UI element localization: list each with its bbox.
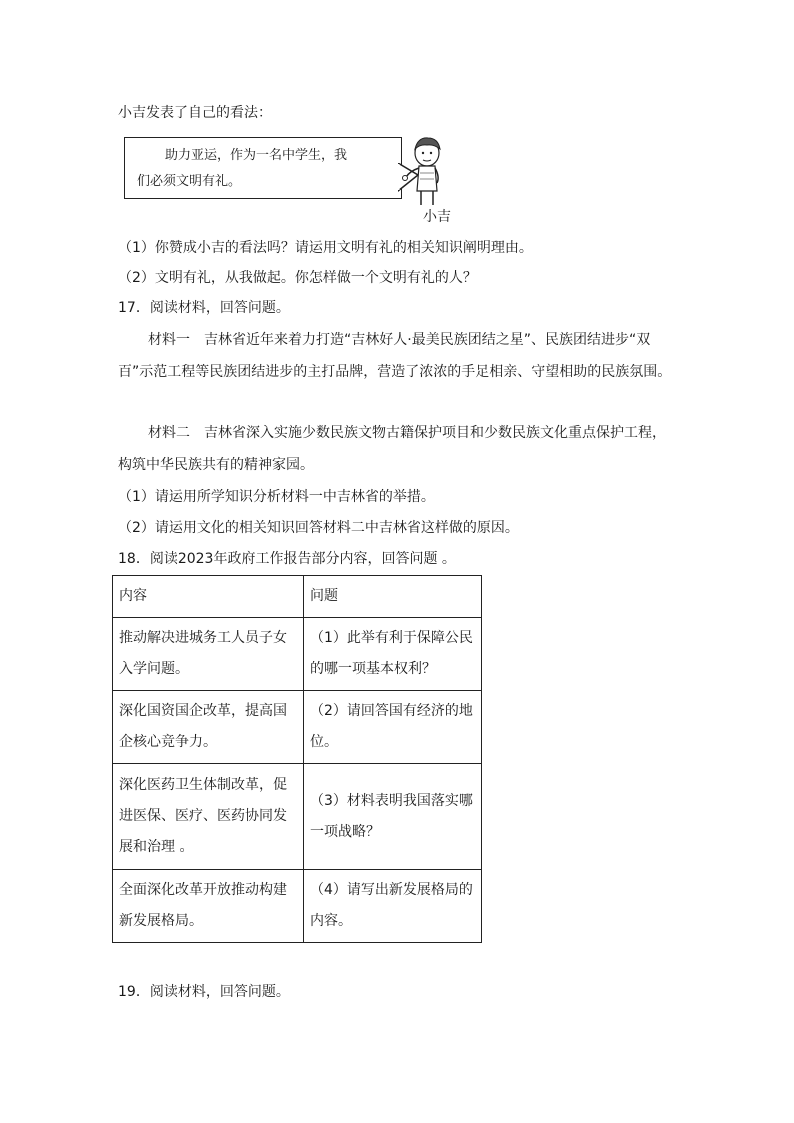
q17-material2-line1: 材料二 吉林省深入实施少数民族文物古籍保护项目和少数民族文化重点保护工程， xyxy=(148,425,666,441)
speech-bubble xyxy=(124,137,402,199)
intro-text: 小吉发表了自己的看法： xyxy=(118,105,272,121)
q17-material1-line2: 百”示范工程等民族团结进步的主打品牌，营造了浓浓的手足相亲、守望相助的民族氛围。 xyxy=(118,364,672,380)
row3-question xyxy=(304,764,482,870)
table-row xyxy=(113,691,482,764)
bubble-line-1: 助力亚运，作为一名中学生，我 xyxy=(165,148,348,163)
cell-line: 的哪一项基本权利？ xyxy=(310,661,436,677)
figure-label: 小吉 xyxy=(423,209,451,225)
q16-sub1: （1）你赞成小吉的看法吗？请运用文明有礼的相关知识阐明理由。 xyxy=(118,240,533,256)
cell-line: 内容。 xyxy=(310,913,352,929)
q17-heading: 17．阅读材料，回答问题。 xyxy=(118,300,290,316)
cell-line: 进医保、医疗、医药协同发 xyxy=(119,808,287,824)
row4-content xyxy=(113,870,304,943)
cell-line: 深化国资国企改革，提高国 xyxy=(119,703,287,719)
cell-line: （2）请回答国有经济的地 xyxy=(310,703,473,719)
cell-line: 位。 xyxy=(310,734,338,750)
cell-line: 推动解决进城务工人员子女 xyxy=(119,630,287,646)
cell-line: （4）请写出新发展格局的 xyxy=(310,882,473,898)
q17-material2-line2: 构筑中华民族共有的精神家园。 xyxy=(118,457,314,473)
policy-table xyxy=(112,575,482,943)
cell-line: 展和治理 。 xyxy=(119,839,194,855)
table-row xyxy=(113,618,482,691)
q17-sub2: （2）请运用文化的相关知识回答材料二中吉林省这样做的原因。 xyxy=(118,520,519,536)
row3-content xyxy=(113,764,304,870)
q17-sub1: （1）请运用所学知识分析材料一中吉林省的举措。 xyxy=(118,489,435,505)
table-row xyxy=(113,870,482,943)
boy-figure-illustration xyxy=(400,133,450,208)
table-row xyxy=(113,764,482,870)
q17-material1-line1: 材料一 吉林省近年来着力打造“吉林好人·最美民族团结之星”、民族团结进步“双 xyxy=(148,332,651,348)
cell-line: 新发展格局。 xyxy=(119,913,203,929)
cell-line: 一项战略？ xyxy=(310,823,380,840)
row2-content xyxy=(113,691,304,764)
cell-line: （1）此举有利于保障公民 xyxy=(310,630,473,646)
row1-content xyxy=(113,618,304,691)
cell-line: 全面深化改革开放推动构建 xyxy=(119,882,287,898)
header-content: 内容 xyxy=(113,576,304,618)
row1-question xyxy=(304,618,482,691)
row2-question xyxy=(304,691,482,764)
cell-line: 入学问题。 xyxy=(119,661,189,677)
cell-line: 企核心竞争力。 xyxy=(119,734,217,750)
q19-heading: 19．阅读材料，回答问题。 xyxy=(118,984,290,1000)
bubble-line-2: 们必须文明有礼。 xyxy=(137,174,242,189)
row4-question xyxy=(304,870,482,943)
q18-heading: 18．阅读2023年政府工作报告部分内容，回答问题 。 xyxy=(118,551,456,567)
cell-line: 深化医药卫生体制改革，促 xyxy=(119,777,287,793)
table-header-row xyxy=(113,576,482,618)
cell-line: （3）材料表明我国落实哪 xyxy=(310,792,473,809)
header-question: 问题 xyxy=(304,576,482,618)
q16-sub2: （2）文明有礼，从我做起。你怎样做一个文明有礼的人？ xyxy=(118,270,477,286)
